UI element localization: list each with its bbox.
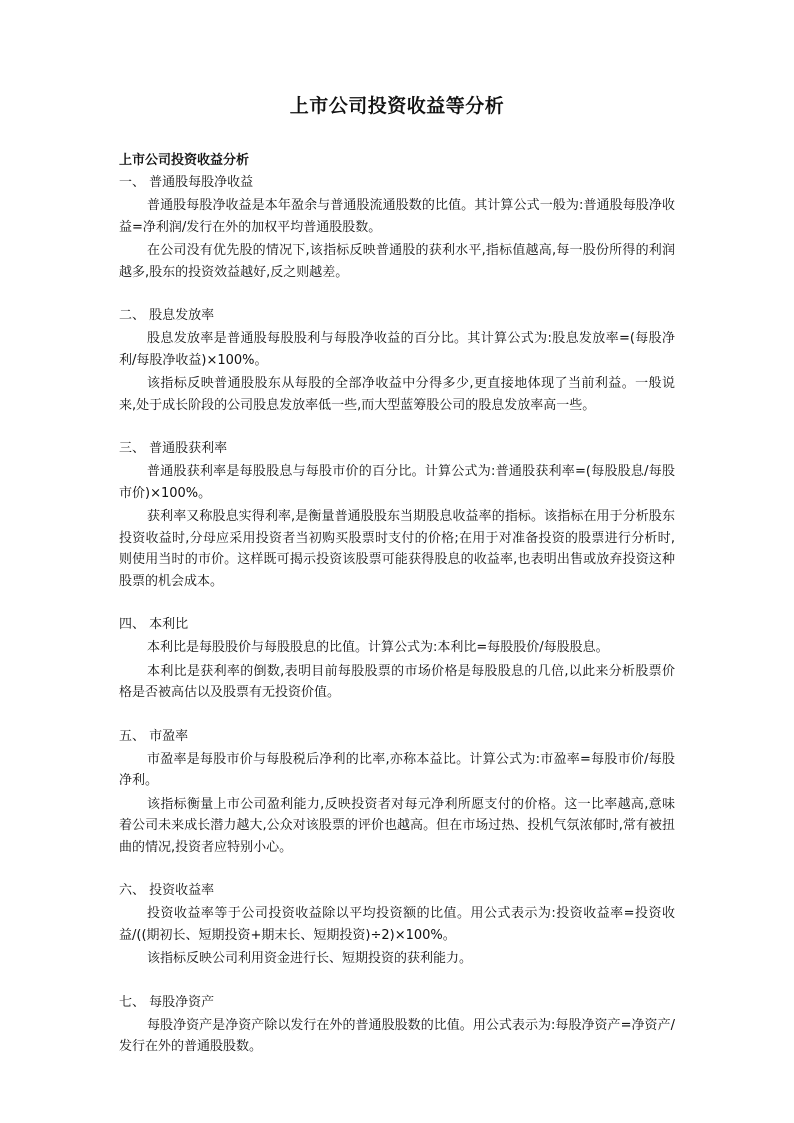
paragraph: 每股净资产是净资产除以发行在外的普通股股数的比值。用公式表示为:每股净资产=净资产/发行在外的普通股股数。 (119, 1017, 675, 1054)
section-4 (119, 614, 675, 704)
paragraph: 该指标衡量上市公司盈利能力,反映投资者对每元净利所愿支付的价格。这一比率越高,意味着公司未来成长潜力越大,公众对该股票的评价也越高。但在市场过热、投机气氛浓郁时,常有被扭曲的情况,投资者应特别小心。 (119, 796, 675, 855)
section-heading: 二、 股息发放率 (119, 308, 215, 323)
paragraph: 市盈率是每股市价与每股税后净利的比率,亦称本益比。计算公式为:市盈率=每股市价/每股净利。 (119, 751, 675, 788)
paragraph: 该指标反映公司利用资金进行长、短期投资的获利能力。 (147, 951, 473, 966)
section-5 (119, 726, 675, 859)
paragraph: 股息发放率是普通股每股股利与每股净收益的百分比。其计算公式为:股息发放率=(每股净利/每股净收益)×100%。 (119, 331, 675, 368)
paragraph: 本利比是获利率的倒数,表明目前每股股票的市场价格是每股股息的几倍,以此来分析股票价格是否被高估以及股票有无投资价值。 (119, 663, 675, 700)
section-2 (119, 305, 675, 416)
section-1 (119, 172, 675, 283)
paragraph: 普通股获利率是每股股息与每股市价的百分比。计算公式为:普通股获利率=(每股股息/每股市价)×100%。 (119, 464, 675, 501)
section-heading: 四、 本利比 (119, 617, 189, 632)
document-page (119, 92, 675, 1080)
section-6 (119, 880, 675, 970)
section-7 (119, 992, 675, 1058)
section-heading: 五、 市盈率 (119, 728, 189, 744)
section-heading: 七、 每股净资产 (119, 994, 215, 1010)
section-3 (119, 438, 675, 592)
paragraph: 获利率又称股息实得利率,是衡量普通股股东当期股息收益率的指标。该指标在用于分析股东投资收益时,分母应采用投资者当初购买股票时支付的价格;在用于对准备投资的股票进行分析时,则使用当时的市价。这样既可揭示投资该股票可能获得股息的收益率,也表明出售或放弃投资这种股票的机会成本。 (119, 509, 675, 589)
paragraph: 该指标反映普通股股东从每股的全部净收益中分得多少,更直接地体现了当前利益。一般说来,处于成长阶段的公司股息发放率低一些,而大型蓝筹股公司的股息发放率高一些。 (119, 376, 675, 413)
paragraph: 投资收益率等于公司投资收益除以平均投资额的比值。用公式表示为:投资收益率=投资收益/((期初长、短期投资+期末长、短期投资)÷2)×100%。 (119, 906, 675, 943)
document-subtitle: 上市公司投资收益分析 (119, 153, 250, 168)
section-heading: 六、 投资收益率 (119, 883, 215, 898)
paragraph: 普通股每股净收益是本年盈余与普通股流通股数的比值。其计算公式一般为:普通股每股净收益=净利润/发行在外的加权平均普通股股数。 (119, 198, 675, 235)
document-title: 上市公司投资收益等分析 (289, 95, 505, 117)
section-heading: 一、 普通股每股净收益 (119, 175, 254, 190)
paragraph: 本利比是每股股价与每股股息的比值。计算公式为:本利比=每股股价/每股股息。 (147, 640, 609, 655)
paragraph: 在公司没有优先股的情况下,该指标反映普通股的获利水平,指标值越高,每一股份所得的利润越多,股东的投资效益越好,反之则越差。 (119, 243, 675, 280)
section-heading: 三、 普通股获利率 (119, 441, 228, 456)
